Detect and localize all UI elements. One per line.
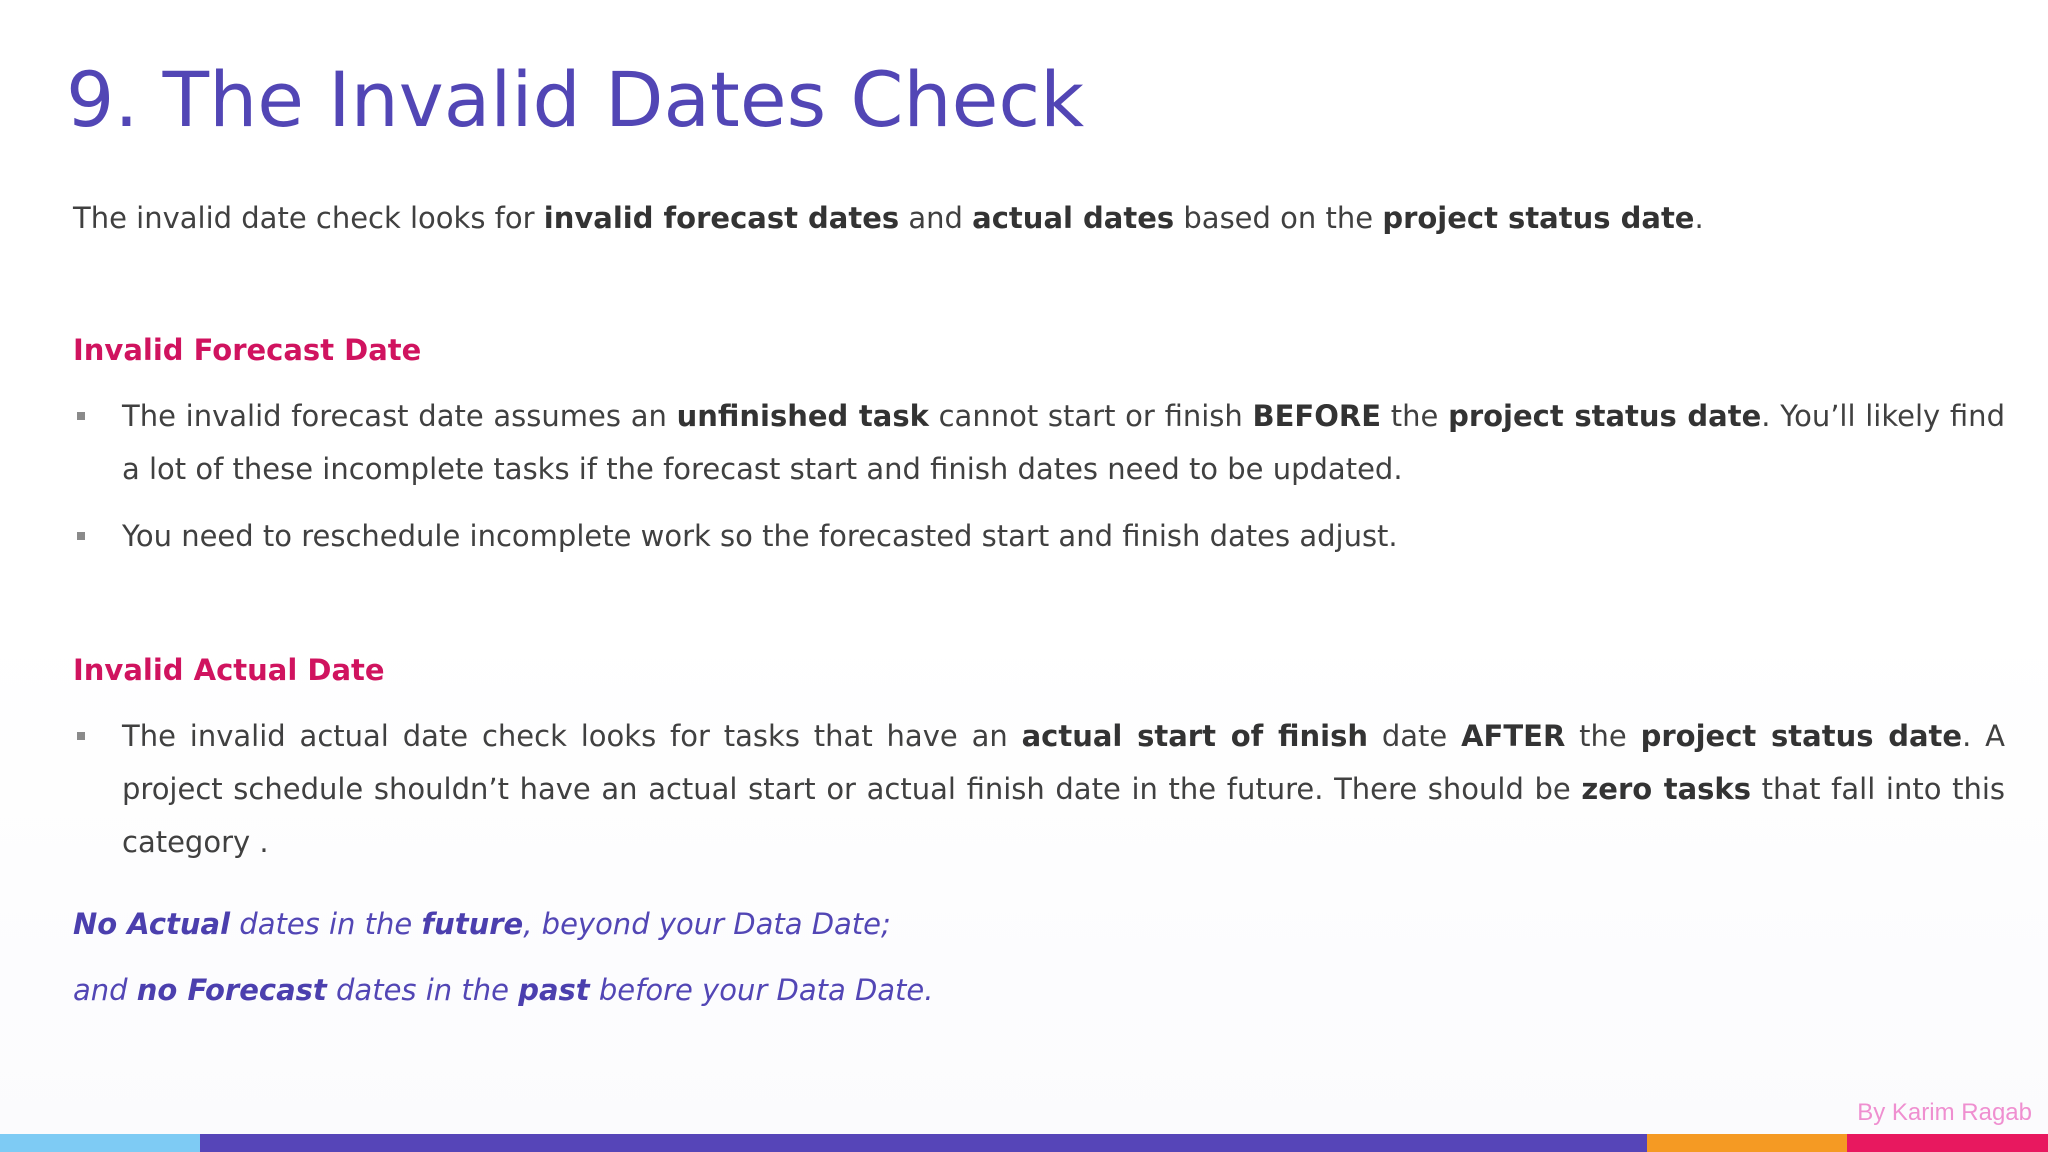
forecast-section-heading: Invalid Forecast Date (73, 333, 422, 367)
bullet-text: . You’ll likely find a lot of these incomplete tasks if the forecast start and finish dates need to be updated. (122, 399, 2005, 486)
bullet-bold-text: unfinished task (676, 399, 929, 433)
bullet-text: You need to reschedule incomplete work so the forecasted start and finish dates adjust. (122, 519, 1398, 553)
note-line-actual (73, 904, 891, 944)
forecast-bullet-item (73, 390, 2005, 496)
bullet-bold-text: actual start of finish (1021, 719, 1368, 753)
note-text: before your Data Date. (589, 973, 934, 1007)
bullet-text: The invalid actual date check looks for tasks that have an (122, 719, 1022, 753)
intro-text: The invalid date check looks for (73, 201, 544, 235)
bullet-square-icon (77, 532, 85, 540)
bullet-bold-text: BEFORE (1252, 399, 1382, 433)
strip-segment-light-blue (0, 1134, 200, 1152)
intro-bold-text: invalid forecast dates (543, 201, 900, 235)
note-text: dates in the (230, 907, 422, 941)
intro-paragraph (73, 198, 2013, 238)
author-credit: By Karim Ragab (1857, 1099, 2032, 1126)
strip-segment-purple (200, 1134, 1647, 1152)
intro-text: based on the (1174, 201, 1383, 235)
bullet-text: the (1381, 399, 1449, 433)
forecast-bullet-list (73, 390, 2005, 577)
intro-bold-text: project status date (1382, 201, 1695, 235)
actual-bullet-list (73, 710, 2005, 883)
actual-section-heading: Invalid Actual Date (73, 653, 385, 687)
bullet-text: that fall into this category . (122, 772, 2006, 859)
note-bold-text: No Actual (73, 907, 231, 941)
note-line-forecast (73, 970, 933, 1010)
note-bold-text: no Forecast (136, 973, 327, 1007)
bullet-bold-text: project status date (1640, 719, 1963, 753)
intro-text: . (1694, 201, 1704, 235)
note-text: dates in the (326, 973, 519, 1007)
note-text: , beyond your Data Date; (523, 907, 891, 941)
slide-title: 9. The Invalid Dates Check (66, 55, 1085, 144)
forecast-bullet-item (73, 510, 2005, 563)
bullet-text: cannot start or finish (928, 399, 1253, 433)
bullet-text: . A project schedule shouldn’t have an actual start or actual finish date in the future. There should be (122, 719, 2005, 806)
bullet-text: The invalid forecast date assumes an (122, 399, 677, 433)
bullet-square-icon (77, 412, 85, 420)
bullet-bold-text: zero tasks (1581, 772, 1751, 806)
bullet-bold-text: project status date (1448, 399, 1762, 433)
bullet-square-icon (77, 732, 85, 740)
intro-text: and (899, 201, 973, 235)
actual-bullet-item (73, 710, 2005, 869)
bullet-text: date (1367, 719, 1462, 753)
strip-segment-pink (1847, 1134, 2048, 1152)
bullet-bold-text: AFTER (1461, 719, 1566, 753)
note-bold-text: past (518, 973, 590, 1007)
intro-bold-text: actual dates (972, 201, 1175, 235)
note-bold-text: future (421, 907, 524, 941)
footer-color-strip (0, 1134, 2048, 1152)
note-text: and (73, 973, 137, 1007)
strip-segment-orange (1647, 1134, 1847, 1152)
bullet-text: the (1565, 719, 1641, 753)
